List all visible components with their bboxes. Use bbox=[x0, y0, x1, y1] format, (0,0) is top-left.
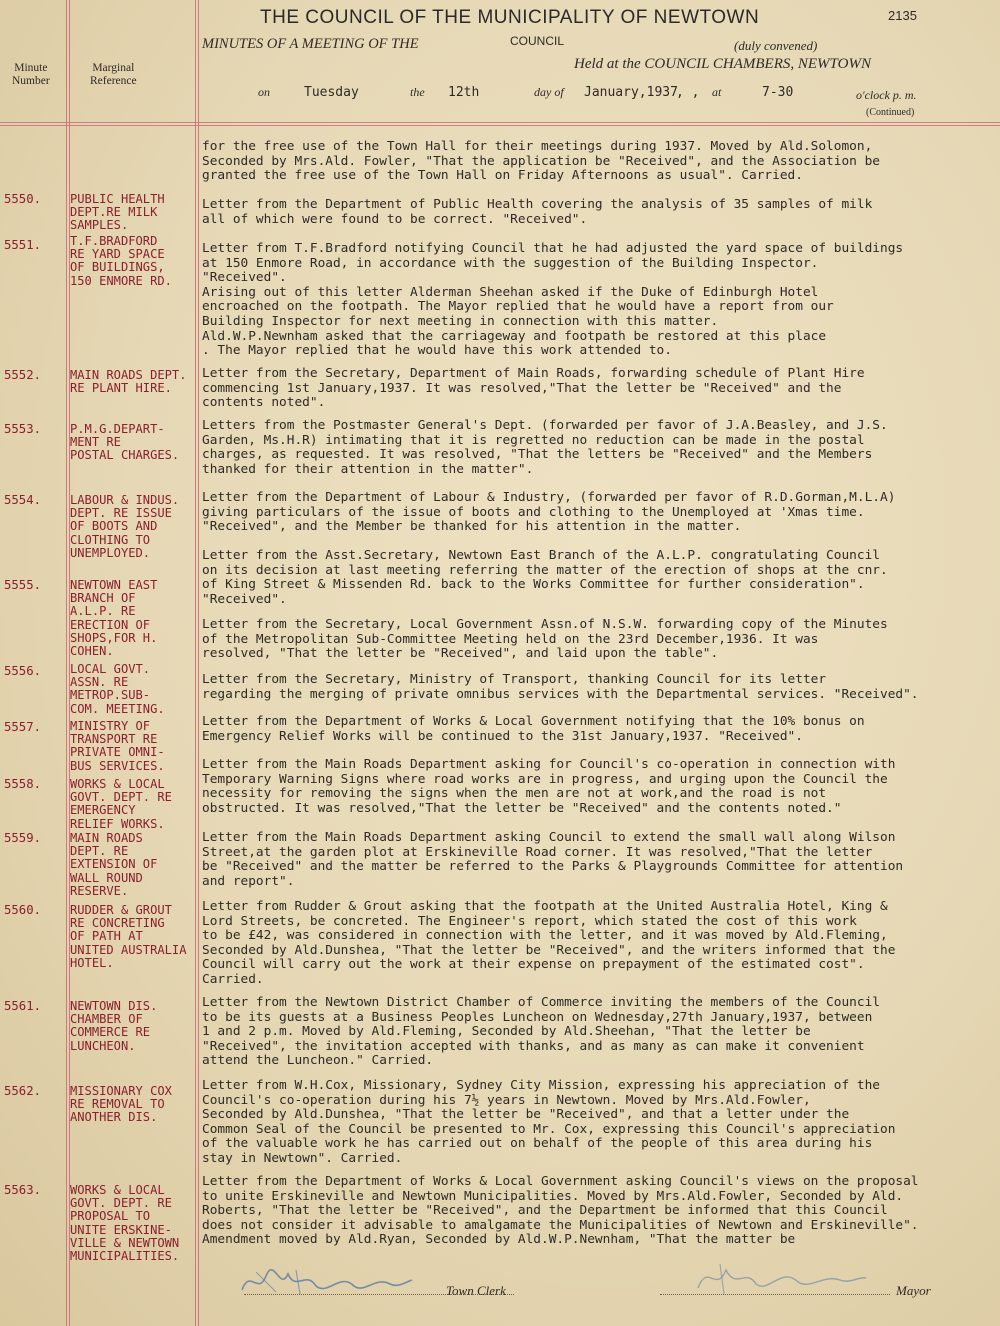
minute-text bbox=[202, 242, 990, 359]
marginal-reference bbox=[70, 663, 198, 716]
minute-text-line: Council's co-operation during his 7½ years in Newtown. Moved by Mrs.Ald.Fowler, bbox=[202, 1092, 811, 1108]
marginal-reference-line: ERECTION OF bbox=[70, 618, 151, 632]
meeting-weekday: Tuesday bbox=[304, 85, 359, 100]
marginal-reference-line: DEPT.RE MILK bbox=[70, 206, 158, 220]
on-label: on bbox=[258, 85, 270, 99]
minute-text-line: Arising out of this letter Alderman Sheehan asked if the Duke of Edinburgh Hotel bbox=[202, 284, 819, 300]
marginal-reference bbox=[70, 494, 198, 560]
minute-text-line: Common Seal of the Council be presented to Mr. Cox, expressing this Council's appreciation bbox=[202, 1121, 896, 1137]
minute-text-line: stay in Newtown". Carried. bbox=[202, 1150, 403, 1166]
meeting-time: 7-30 bbox=[762, 85, 794, 100]
minute-text-line: giving particulars of the issue of boots and clothing to the Unemployed at 'Xmas time. bbox=[202, 504, 865, 520]
marginal-reference-line: NEWTOWN EAST bbox=[70, 579, 158, 592]
marginal-reference-line: RE YARD SPACE bbox=[70, 248, 165, 262]
minute-text-line: Letter from Rudder & Grout asking that the footpath at the United Australia Hotel, King & bbox=[202, 899, 888, 914]
minute-text-line: charges, as requested. It was resolved, "That the letters be "Received" and the Members bbox=[202, 447, 873, 463]
minute-text-line: Street,at the garden plot at Erskineville Road corner. It was resolved,"That the letter bbox=[202, 844, 873, 860]
oclock-label: o'clock p. m. bbox=[856, 88, 917, 102]
header-rule bbox=[0, 122, 1000, 123]
minute-text-line: Garden, Ms.H.R) intimating that it is regretted no reduction can be made in the postal bbox=[202, 432, 865, 448]
minute-number: 5555. bbox=[4, 578, 42, 592]
minute-text-line: Letter from the Secretary, Local Government Assn.of N.S.W. forwarding copy of the Minutes bbox=[202, 617, 888, 632]
minute-text-line: resolved, "That the letter be "Received", and laid upon the table". bbox=[202, 646, 719, 662]
marginal-reference bbox=[70, 778, 198, 831]
minute-number: 5562. bbox=[4, 1084, 42, 1098]
minute-text-line: of King Street & Missenden Rd. back to the Works Committee for further consideration". bbox=[202, 577, 865, 593]
the-label: the bbox=[410, 85, 425, 99]
marginal-reference-line: UNITE ERSKINE- bbox=[70, 1223, 172, 1237]
marginal-reference-line: EXTENSION OF bbox=[70, 858, 158, 872]
minute-text-line: and report". bbox=[202, 873, 295, 889]
minute-text-line: commencing 1st January,1937. It was resolved,"That the letter be "Received" and the bbox=[202, 380, 842, 396]
page-number: 2135 bbox=[888, 8, 917, 23]
minute-text-line: Letter from the Secretary, Ministry of Transport, thanking Council for its letter bbox=[202, 672, 827, 687]
meeting-day: 12th bbox=[448, 85, 480, 100]
marginal-reference bbox=[70, 1000, 198, 1053]
minute-text bbox=[202, 996, 990, 1069]
marginal-reference bbox=[70, 1085, 198, 1125]
meeting-month-year: January,1937 bbox=[584, 85, 678, 100]
minute-text bbox=[202, 758, 990, 889]
marginal-reference-line: CHAMBER OF bbox=[70, 1013, 143, 1027]
marginal-reference-line: BUS SERVICES. bbox=[70, 759, 165, 773]
council-title: THE COUNCIL OF THE MUNICIPALITY OF NEWTOWN bbox=[260, 7, 760, 28]
minute-text-line: Letter from the Main Roads Department asking Council to extend the small wall along Wilson bbox=[202, 829, 896, 845]
minute-text-line: of the valuable work he has carried out on behalf of the people of this area during his bbox=[202, 1136, 873, 1152]
minute-text-line: of the Metropolitan Sub-Committee Meeting held on the 23rd December,1936. It was bbox=[202, 631, 819, 647]
minute-number: 5560. bbox=[4, 903, 42, 917]
marginal-reference-line: RESERVE. bbox=[70, 884, 129, 898]
day-of-label: day of bbox=[534, 85, 564, 99]
marginal-reference-line: LABOUR & INDUS. bbox=[70, 494, 180, 507]
marginal-reference-line: RE REMOVAL TO bbox=[70, 1098, 165, 1112]
marginal-reference-line: NEWTOWN DIS. bbox=[70, 1000, 158, 1013]
minute-text-line: Letter from the Department of Public Health covering the analysis of 35 samples of milk bbox=[202, 197, 873, 212]
minute-number: 5563. bbox=[4, 1183, 42, 1197]
ruled-line-minute-column bbox=[66, 0, 67, 1326]
minute-text-line: Building Inspector for next meeting in connection with this matter. bbox=[202, 313, 719, 329]
minute-text-line: Carried. bbox=[202, 971, 264, 987]
minute-text-line: be "Received" and the matter be referred to the Parks & Playgrounds Committee for attention bbox=[202, 859, 904, 875]
minute-text-line: Letter from the Main Roads Department asking for Council's co-operation in connection with bbox=[202, 757, 896, 772]
minute-number: 5550. bbox=[4, 192, 42, 206]
minute-text-line: all of which were found to be correct. "Received". bbox=[202, 211, 588, 227]
marginal-reference-line: UNITED AUSTRALIA bbox=[70, 943, 187, 957]
minute-text-line: Seconded by Ald.Dunshea, "That the letter be "Received", and that a letter under the bbox=[202, 1107, 850, 1123]
minute-number: 5557. bbox=[4, 720, 42, 734]
marginal-reference-line: OF PATH AT bbox=[70, 930, 143, 944]
minute-text-line: Council will carry out the work at their expense on prepayment of the estimated cost". bbox=[202, 957, 865, 973]
minute-text-line: . The Mayor replied that he would have this work attended to. bbox=[202, 343, 672, 359]
marginal-reference-line: MUNICIPALITIES. bbox=[70, 1250, 180, 1264]
minute-text-line: attend the Luncheon." Carried. bbox=[202, 1053, 434, 1069]
marginal-reference-line: RELIEF WORKS. bbox=[70, 817, 165, 831]
minute-text-line: Letter from the Department of Works & Local Government notifying that the 10% bonus on bbox=[202, 714, 865, 729]
marginal-reference-line: T.F.BRADFORD bbox=[70, 235, 158, 248]
marginal-reference-line: RE CONCRETING bbox=[70, 917, 165, 931]
minute-text bbox=[202, 549, 990, 607]
minute-text-line: Seconded by Ald.Dunshea, "That the letter be "Received", and the writers informed that the bbox=[202, 942, 896, 958]
minute-text-line: Emergency Relief Works will be continued to the 31st January,1937. "Received". bbox=[202, 728, 803, 744]
marginal-reference-line: WALL ROUND bbox=[70, 871, 143, 885]
minute-text bbox=[202, 715, 990, 744]
marginal-reference bbox=[70, 904, 198, 970]
minute-text-line: Ald.W.P.Newnham asked that the carriageway and footpath be restored at this place bbox=[202, 328, 827, 344]
minute-text-line: at 150 Enmore Road, in accordance with the suggestion of the Building Inspector. bbox=[202, 255, 819, 271]
marginal-reference-line: PUBLIC HEALTH bbox=[70, 193, 165, 206]
marginal-reference-line: METROP.SUB- bbox=[70, 689, 151, 703]
minute-text-line bbox=[202, 816, 990, 831]
minute-text-line: Roberts, "That the letter be "Received", and the Department be informed that this Council bbox=[202, 1203, 888, 1219]
minute-text-line: Letter from the Asst.Secretary, Newtown East Branch of the A.L.P. congratulating Council bbox=[202, 548, 880, 563]
marginal-reference-line: VILLE & NEWTOWN bbox=[70, 1236, 180, 1250]
minute-text-line: Letter from the Department of Works & Local Government asking Council's views on the proposal bbox=[202, 1174, 919, 1189]
minute-text bbox=[202, 198, 990, 227]
marginal-reference-line: LOCAL GOVT. bbox=[70, 663, 151, 676]
minute-text-line: "Received", the invitation accepted with thanks, and as many as can make it convenient bbox=[202, 1038, 865, 1054]
marginal-reference-line: DEPT. RE bbox=[70, 845, 129, 859]
marginal-reference-line: COHEN. bbox=[70, 645, 114, 659]
marginal-reference-line: UNEMPLOYED. bbox=[70, 546, 151, 560]
minute-text-line: does not consider it advisable to amalgamate the Municipalities of Newtown and Erskineville". bbox=[202, 1217, 919, 1233]
minute-text-line: Letter from the Department of Labour & Industry, (forwarded per favor of R.D.Gorman,M.L.A) bbox=[202, 490, 896, 505]
marginal-reference-line: CLOTHING TO bbox=[70, 533, 151, 547]
marginal-reference-line: POSTAL CHARGES. bbox=[70, 449, 180, 463]
minute-text-line: Letter from W.H.Cox, Missionary, Sydney City Mission, expressing his appreciation of the bbox=[202, 1078, 880, 1093]
marginal-reference-line: SAMPLES. bbox=[70, 219, 129, 233]
header-comma: , , bbox=[676, 85, 700, 100]
marginal-reference-line: OF BOOTS AND bbox=[70, 520, 158, 534]
minute-text-line: on its decision at last meeting referring the matter of the erection of shops at the cnr. bbox=[202, 562, 888, 578]
minute-text bbox=[202, 900, 990, 988]
marginal-reference-line: PROPOSAL TO bbox=[70, 1210, 151, 1224]
marginal-reference-line: MENT RE bbox=[70, 436, 121, 450]
minute-text-line: Lord Streets, be concreted. The Engineer's report, which stated the cost of this work bbox=[202, 913, 857, 929]
town-clerk-label: Town Clerk bbox=[446, 1283, 506, 1298]
minutes-label: MINUTES OF A MEETING OF THE bbox=[202, 36, 419, 52]
minute-text-line: "Received". bbox=[202, 270, 287, 286]
minute-text-line: "Received". bbox=[202, 591, 287, 607]
minute-text bbox=[202, 491, 990, 535]
minute-text bbox=[202, 1175, 990, 1248]
mayor-label: Mayor bbox=[896, 1283, 931, 1298]
minute-text bbox=[202, 673, 990, 702]
minute-text-line: Amendment moved by Ald.Ryan, Seconded by Ald.W.P.Newnham, "That the matter be bbox=[202, 1232, 796, 1248]
header-rule-double bbox=[0, 125, 1000, 126]
minute-text bbox=[202, 618, 990, 662]
minute-text-line: encroached on the footpath. The Mayor replied that he would have a report from our bbox=[202, 299, 834, 315]
marginal-reference-line: MISSIONARY COX bbox=[70, 1085, 172, 1098]
marginal-reference-line: MAIN ROADS DEPT. bbox=[70, 369, 187, 382]
minute-number: 5558. bbox=[4, 777, 42, 791]
minute-text-line: obstructed. It was resolved,"That the letter be "Received" and the contents noted." bbox=[202, 800, 842, 816]
town-clerk-signature bbox=[236, 1262, 416, 1302]
marginal-reference-line: GOVT. DEPT. RE bbox=[70, 791, 172, 805]
minute-text-line: "Received", and the Member be thanked for his attention in the matter. bbox=[202, 519, 742, 535]
minute-text-line: Letter from T.F.Bradford notifying Council that he had adjusted the yard space of buildings bbox=[202, 241, 904, 256]
column-header-marginal-reference: Marginal Reference bbox=[90, 62, 137, 87]
column-header-minute-number: Minute Number bbox=[12, 62, 50, 87]
minute-text-line: to be £42, was considered in connection with the letter, and it was moved by Ald.Fleming, bbox=[202, 928, 888, 944]
minute-text-line: necessity for removing the signs when the men are not at work,and the road is not bbox=[202, 786, 827, 802]
marginal-reference bbox=[70, 193, 198, 233]
minute-number: 5553. bbox=[4, 422, 42, 436]
marginal-reference-line: WORKS & LOCAL bbox=[70, 778, 165, 791]
marginal-reference-line: WORKS & LOCAL bbox=[70, 1184, 165, 1197]
marginal-reference bbox=[70, 720, 198, 773]
marginal-reference bbox=[70, 832, 198, 898]
minute-text-line: regarding the merging of private omnibus services with the Departmental services. "Received". bbox=[202, 686, 919, 702]
minute-number: 5551. bbox=[4, 238, 42, 252]
minute-text-line: Temporary Warning Signs where road works are in progress, and urging upon the Council the bbox=[202, 771, 888, 787]
minute-text-line: contents noted". bbox=[202, 395, 326, 411]
intro-paragraph: for the free use of the Town Hall for their meetings during 1937. Moved by Ald.Solomon, Seconded by Mrs.Ald. Fowler, "That the application be "Received", and the Association be granted the free use of the Town Hall on Friday Afternoons as usual". Carried. bbox=[202, 139, 880, 184]
marginal-reference-line: A.L.P. RE bbox=[70, 605, 136, 619]
meeting-type: COUNCIL bbox=[510, 34, 565, 48]
minute-text-line: Letters from the Postmaster General's Dept. (forwarded per favor of J.A.Beasley, and J.S. bbox=[202, 418, 888, 433]
marginal-reference-line: ASSN. RE bbox=[70, 676, 129, 690]
minute-number: 5552. bbox=[4, 368, 42, 382]
mayor-signature-line bbox=[660, 1294, 890, 1296]
minute-text-line: Letter from the Secretary, Department of Main Roads, forwarding schedule of Plant Hire bbox=[202, 366, 865, 381]
convened-label: (duly convened) bbox=[734, 38, 818, 53]
marginal-reference bbox=[70, 579, 198, 658]
marginal-reference-line: COM. MEETING. bbox=[70, 702, 165, 716]
marginal-reference-line: OF BUILDINGS, bbox=[70, 261, 165, 275]
minute-text-line: Letter from the Newtown District Chamber of Commerce inviting the members of the Council bbox=[202, 995, 880, 1010]
marginal-reference-line: P.M.G.DEPART- bbox=[70, 423, 165, 436]
minute-number: 5554. bbox=[4, 493, 42, 507]
marginal-reference-line: SHOPS,FOR H. bbox=[70, 631, 158, 645]
marginal-reference-line: DEPT. RE ISSUE bbox=[70, 507, 172, 521]
minute-text bbox=[202, 367, 990, 411]
minute-text-line: thanked for their attention in the matter". bbox=[202, 461, 534, 477]
marginal-reference bbox=[70, 1184, 198, 1263]
ruled-line-marginal-column-double bbox=[198, 0, 199, 1326]
minute-text-line: to be its guests at a Business Peoples Luncheon on Wednesday,27th January,1937, between bbox=[202, 1009, 873, 1025]
marginal-reference-line: MINISTRY OF bbox=[70, 720, 151, 733]
marginal-reference-line: MAIN ROADS bbox=[70, 832, 143, 845]
marginal-reference-line: PRIVATE OMNI- bbox=[70, 746, 165, 760]
marginal-reference-line: TRANSPORT RE bbox=[70, 733, 158, 747]
marginal-reference-line: COMMERCE RE bbox=[70, 1026, 151, 1040]
marginal-reference-line: BRANCH OF bbox=[70, 592, 136, 606]
continued-label: (Continued) bbox=[866, 107, 915, 118]
marginal-reference bbox=[70, 423, 198, 463]
marginal-reference-line: GOVT. DEPT. RE bbox=[70, 1197, 172, 1211]
marginal-reference-line: LUNCHEON. bbox=[70, 1039, 136, 1053]
minute-number: 5559. bbox=[4, 831, 42, 845]
minute-number: 5556. bbox=[4, 664, 42, 678]
at-label: at bbox=[712, 85, 722, 99]
marginal-reference-line: HOTEL. bbox=[70, 956, 114, 970]
held-at-label: Held at the COUNCIL CHAMBERS, NEWTOWN bbox=[574, 56, 871, 72]
marginal-reference-line: ANOTHER DIS. bbox=[70, 1111, 158, 1125]
marginal-reference-line: RE PLANT HIRE. bbox=[70, 382, 172, 396]
minute-text bbox=[202, 419, 990, 477]
marginal-reference-line: 150 ENMORE RD. bbox=[70, 274, 172, 288]
minute-text bbox=[202, 1079, 990, 1167]
minute-text-line: 1 and 2 p.m. Moved by Ald.Fleming, Seconded by Ald.Sheehan, "That the letter be bbox=[202, 1024, 811, 1040]
marginal-reference bbox=[70, 235, 198, 288]
marginal-reference bbox=[70, 369, 198, 395]
minute-text-line: to unite Erskineville and Newtown Municipalities. Moved by Mrs.Ald.Fowler, Seconded by Ald. bbox=[202, 1188, 904, 1204]
marginal-reference-line: RUDDER & GROUT bbox=[70, 904, 172, 917]
marginal-reference-line: EMERGENCY bbox=[70, 804, 136, 818]
minute-number: 5561. bbox=[4, 999, 42, 1013]
